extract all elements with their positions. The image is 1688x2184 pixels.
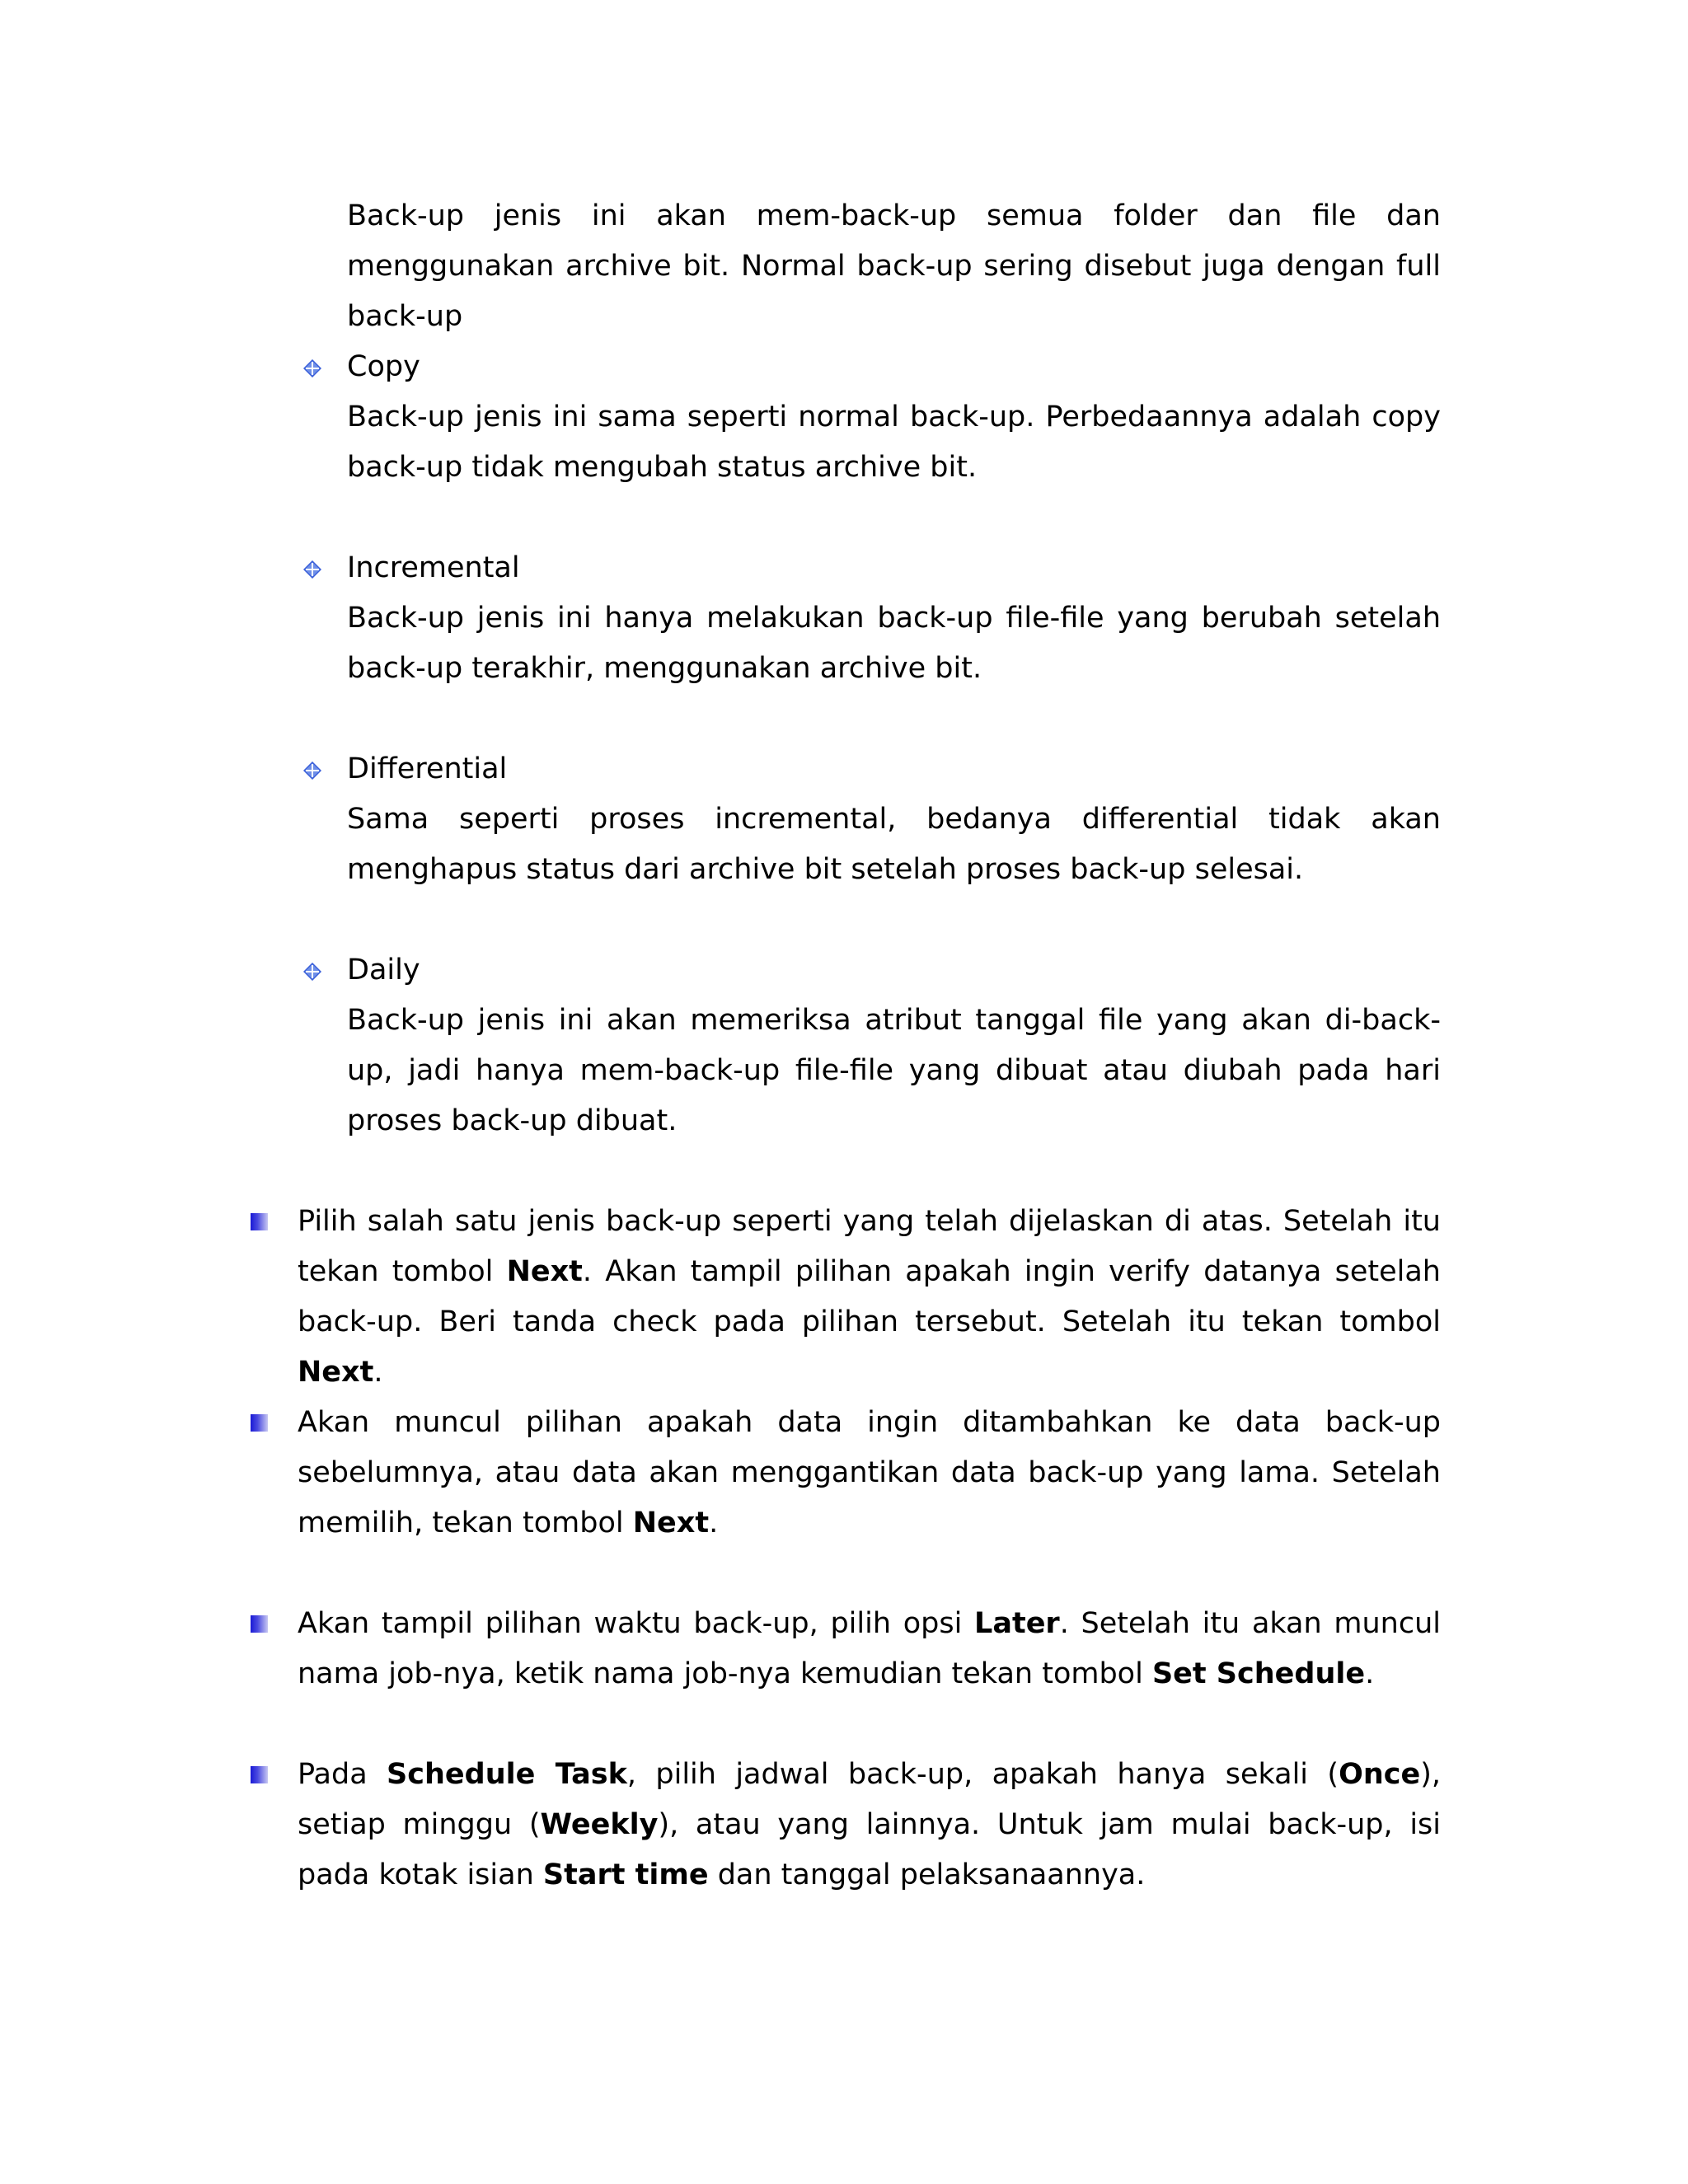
backup-type-title: Incremental	[347, 551, 520, 584]
bold-term: Next	[506, 1255, 583, 1288]
diamond-bullet-icon	[303, 963, 321, 981]
backup-type-title: Daily	[347, 954, 420, 987]
bold-term: Next	[298, 1356, 374, 1389]
bold-term: Later	[974, 1607, 1060, 1640]
normal-backup-description: Back-up jenis ini akan mem-back-up semua folder dan file dan menggunakan archive bit. Normal back-up sering disebut juga dengan full back-up	[347, 199, 1441, 333]
step-text: Pada Schedule Task, pilih jadwal back-up, apakah hanya sekali (Once), setiap minggu (Weekly), atau yang lainnya. Untuk jam mulai back-up, isi pada kotak isian Start time dan tanggal pelaksanaannya.	[298, 1758, 1441, 1891]
backup-type-description: Back-up jenis ini sama seperti normal back-up. Perbedaannya adalah copy back-up tidak mengubah status archive bit.	[347, 401, 1441, 484]
step-text: Pilih salah satu jenis back-up seperti yang telah dijelaskan di atas. Setelah itu tekan tombol Next. Akan tampil pilihan apakah ingin verify datanya setelah back-up. Beri tanda check pada pilihan tersebut. Setelah itu tekan tombol Next.	[298, 1205, 1441, 1389]
backup-type-title: Copy	[347, 350, 420, 383]
bold-term: Set Schedule	[1151, 1657, 1366, 1690]
bold-term: Once	[1339, 1758, 1421, 1791]
diamond-bullet-icon	[303, 560, 321, 579]
step-text: Akan muncul pilihan apakah data ingin ditambahkan ke data back-up sebelumnya, atau data akan menggantikan data back-up yang lama. Setelah memilih, tekan tombol Next.	[298, 1406, 1441, 1540]
backup-type-description: Sama seperti proses incremental, bedanya differential tidak akan menghapus status dari archive bit setelah proses back-up selesai.	[347, 803, 1441, 886]
backup-type-description: Back-up jenis ini akan memeriksa atribut tanggal file yang akan di-back-up, jadi hanya mem-back-up file-file yang dibuat atau diubah pada hari proses back-up dibuat.	[347, 1004, 1441, 1137]
bold-term: Weekly	[540, 1808, 659, 1841]
square-bullet-icon	[251, 1213, 268, 1230]
bold-term: Start time	[542, 1858, 709, 1891]
backup-type-title: Differential	[347, 752, 508, 785]
bold-term: Next	[632, 1507, 710, 1540]
diamond-bullet-icon	[303, 762, 321, 780]
bold-term: Schedule Task	[387, 1758, 627, 1791]
square-bullet-icon	[251, 1766, 268, 1783]
backup-type-description: Back-up jenis ini hanya melakukan back-up file-file yang berubah setelah back-up terakhir, menggunakan archive bit.	[347, 602, 1441, 685]
square-bullet-icon	[251, 1414, 268, 1432]
step-text: Akan tampil pilihan waktu back-up, pilih opsi Later. Setelah itu akan muncul nama job-nya, ketik nama job-nya kemudian tekan tombol Set Schedule.	[298, 1607, 1441, 1690]
diamond-bullet-icon	[303, 359, 321, 377]
square-bullet-icon	[251, 1615, 268, 1633]
